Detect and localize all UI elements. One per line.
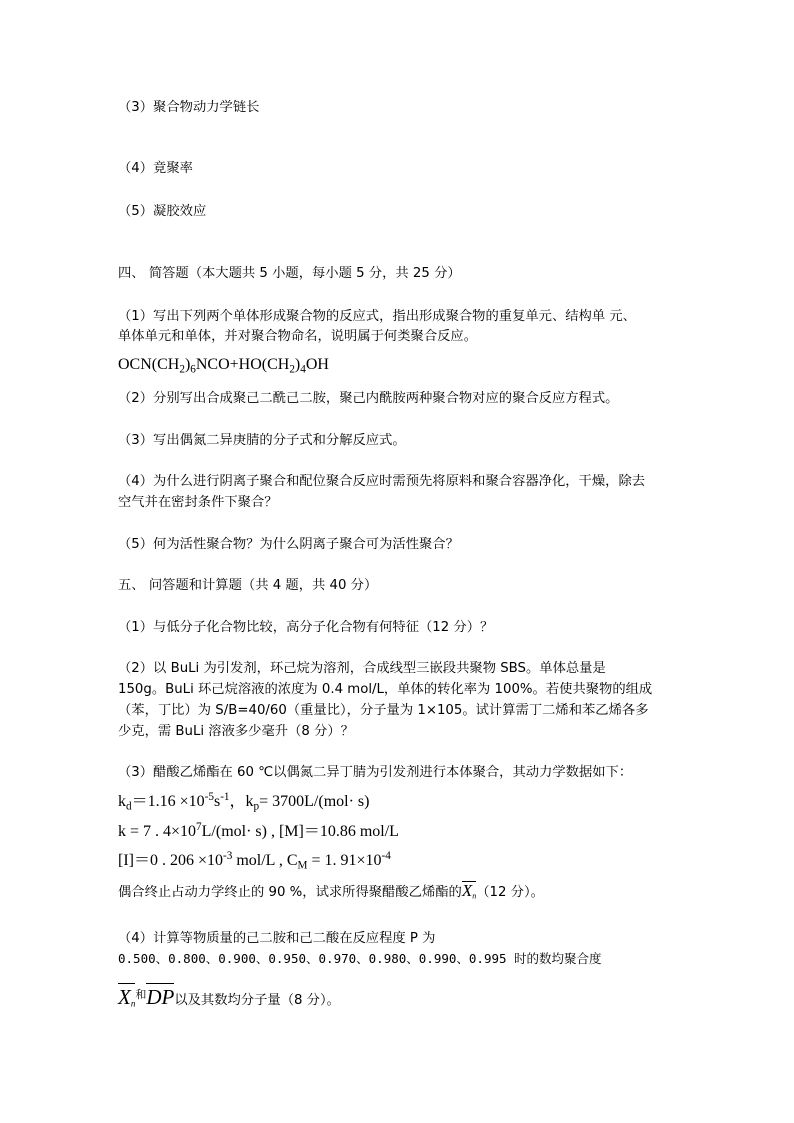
section-heading: 四、 简答题（本大题共 5 小题，每小题 5 分，共 25 分） [118,266,461,281]
question-text: （5）何为活性聚合物？为什么阴离子聚合可为活性聚合？ [118,537,459,552]
question-text: （3）写出偶氮二异庚腈的分子式和分解反应式。 [118,433,406,448]
xn-symbol: $X_n$ [462,880,476,907]
question-text: （4）为什么进行阴离子聚合和配位聚合反应时需预先将原料和聚合容器净化，干燥，除去 [118,474,646,489]
kinetic-equation: k = 7 . $4\times 10^7L/(mol\cdot s)$ , [M]＝10.86 mol/L [118,821,399,841]
question-text: （2）以 BuLi 为引发剂，环己烷为溶剂，合成线型三嵌段共聚物 SBS。单体总量是 [118,661,606,676]
list-item: （4）竟聚率 [118,161,193,176]
question-text: 0.500、0.800、0.900、0.950、0.970、0.980、0.990、0.995 时的数均聚合度 [118,951,602,966]
question-text: （4）计算等物质量的己二胺和己二酸在反应程度 P 为 [118,931,436,946]
xn-symbol: $X_n$ [118,982,135,1019]
chemical-formula: $OCN(CH_2)_6NCO+HO(CH_2)_4OH$ [118,356,329,376]
dp-symbol: DP [146,982,174,1012]
kinetic-equation: [I]＝0 . $206 \times 10^{-3}$ mol/L , $C_M = 1$. $91\times 10^{-4}$ [118,850,391,872]
question-text: （苯，丁比）为 S/B=40/60（重量比），分子量为 1×105。试计算需丁二烯和苯乙烯各多 [118,703,649,718]
question-text: （1）与低分子化合物比较，高分子化合物有何特征（12 分）？ [118,620,494,635]
question-text: 空气并在密封条件下聚合？ [118,495,278,510]
question-text: （3）醋酸乙烯酯在 60 ℃以偶氮二异丁腈为引发剂进行本体聚合，其动力学数据如下： [118,765,633,780]
list-item: （3）聚合物动力学链长 [118,100,260,115]
kinetic-equation: $k_d=1.16 \times 10^{-5}s^{-1}$，$k_p= 3700L/(mol\cdot s)$ [118,791,370,813]
question-text: （2）分别写出合成聚己二酰己二胺，聚己内酰胺两种聚合物对应的聚合反应方程式。 [118,391,619,406]
question-text: （1）写出下列两个单体形成聚合物的反应式，指出形成聚合物的重复单元、结构单 元、 [118,309,636,324]
question-text: 单体单元和单体，并对聚合物命名，说明属于何类聚合反应。 [118,329,478,344]
question-text: 150g。BuLi 环己烷溶液的浓度为 0.4 mol/L，单体的转化率为 100%。若使共聚物的组成 [118,682,653,697]
list-item: （5）凝胶效应 [118,204,207,219]
question-text: 少克，需 BuLi 溶液多少毫升（8 分）？ [118,724,354,739]
question-text: 偶合终止占动力学终止的 90 %，试求所得聚醋酸乙烯酯的$X_n(12$ 分）。 [118,880,544,907]
question-text: $X_n^和DP$以及其数均分子量（8 分）。 [118,980,340,1019]
section-heading: 五、 问答题和计算题（共 4 题，共 40 分） [118,578,378,593]
